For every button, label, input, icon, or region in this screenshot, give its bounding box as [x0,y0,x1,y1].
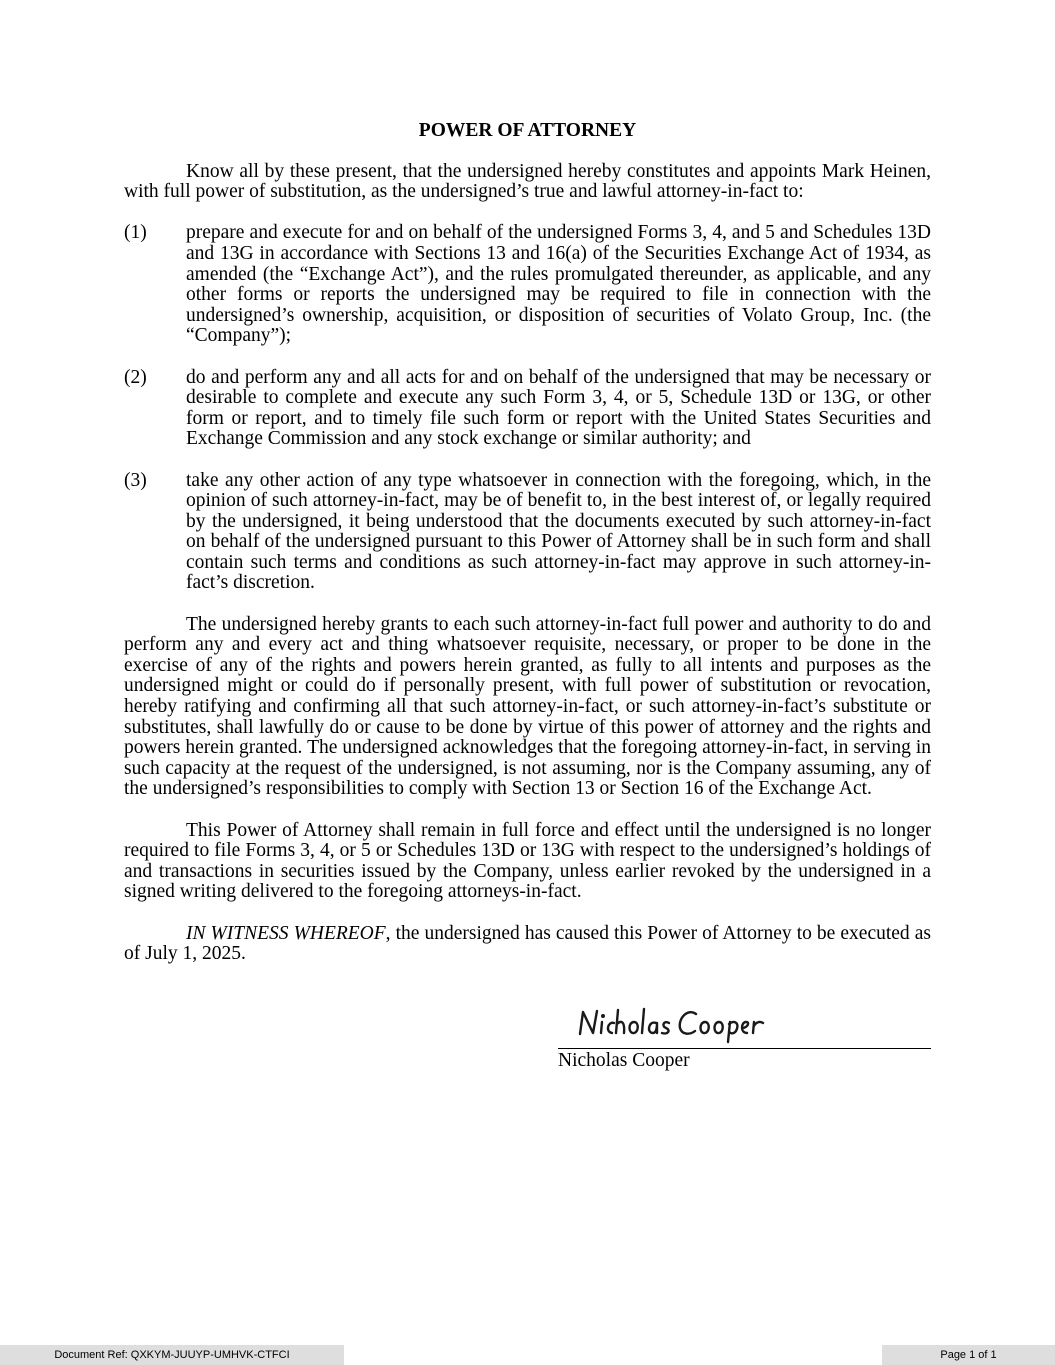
witness-paragraph [124,924,931,965]
intro-paragraph: Know all by these present, that the undersigned hereby constitutes and appoints Mark Heinen, with full power of substitution, as the undersigned’s true and lawful attorney-in-fact to: [124,160,931,203]
witness-text: , the undersigned has caused this Power of Attorney to be executed as of July 1, 2025. [124,922,931,965]
witness-italic: IN WITNESS WHEREOF [186,922,386,944]
list-item-text: prepare and execute for and on behalf of the undersigned Forms 3, 4, and 5 and Schedules 13D and 13G in accordance with Sections 13 and 16(a) of the Securities Exchange Act of 1934, as amended (the “Exchange Act”), and the rules promulgated thereunder, as applicable, and any other forms or reports the undersigned may be required to file in connection with the undersigned’s ownership, acquisition, or disposition of securities of Volato Group, Inc. (the “Company”); [186,222,931,347]
document-body [124,121,931,985]
signature-block [558,1000,931,1072]
list-item-number: (3) [124,469,147,491]
signature-image [558,1000,931,1048]
list-item-text: do and perform any and all acts for and on behalf of the undersigned that may be necessary or desirable to complete and execute any such Form 3, 4, or 5, Schedule 13D or 13G, or other form or report, and to timely file such form or report with the United States Securities and Exchange Commission and any stock exchange or similar authority; and [186,366,931,450]
page-number: Page 1 of 1 [882,1345,1055,1365]
list-item [124,368,931,450]
list-item [124,471,931,595]
duration-paragraph: This Power of Attorney shall remain in full force and effect until the undersigned is no longer required to file Forms 3, 4, or 5 or Schedules 13D or 13G with respect to the undersigned’s holdings of and transactions in securities issued by the Company, unless earlier revoked by the undersigned in a signed writing delivered to the foregoing attorneys-in-fact. [124,819,931,903]
grant-paragraph: The undersigned hereby grants to each such attorney-in-fact full power and authority to do and perform any and every act and thing whatsoever requisite, necessary, or proper to be done in the exercise of any of the rights and powers herein granted, as fully to all intents and purposes as the undersigned might or could do if personally present, with full power of substitution or revocation, hereby ratifying and confirming all that such attorney-in-fact, or such attorney-in-fact’s substitute or substitutes, shall lawfully do or cause to be done by virtue of this power of attorney and the rights and powers herein granted. The undersigned acknowledges that the foregoing attorney-in-fact, in serving in such capacity at the request of the undersigned, is not assuming, nor is the Company assuming, any of the undersigned’s responsibilities to comply with Section 13 or Section 16 of the Exchange Act. [124,613,931,800]
document-title: POWER OF ATTORNEY [418,120,637,141]
signer-name: Nicholas Cooper [558,1050,690,1071]
list-item [124,223,931,347]
handwritten-signature [576,1004,776,1046]
list-item-number: (1) [124,222,147,244]
list-item-text: take any other action of any type whatsoever in connection with the foregoing, which, in the opinion of such attorney-in-fact, may be of benefit to, in the best interest of, or legally required by the undersigned, it being understood that the documents executed by such attorney-in-fact on behalf of the undersigned pursuant to this Power of Attorney shall be in such form and shall contain such terms and conditions as such attorney-in-fact may approve in such attorney-in-fact’s discretion. [186,469,931,594]
document-reference: Document Ref: QXKYM-JUUYP-UMHVK-CTFCI [0,1345,344,1365]
signature-line [558,1048,931,1049]
list-item-number: (2) [124,366,147,388]
